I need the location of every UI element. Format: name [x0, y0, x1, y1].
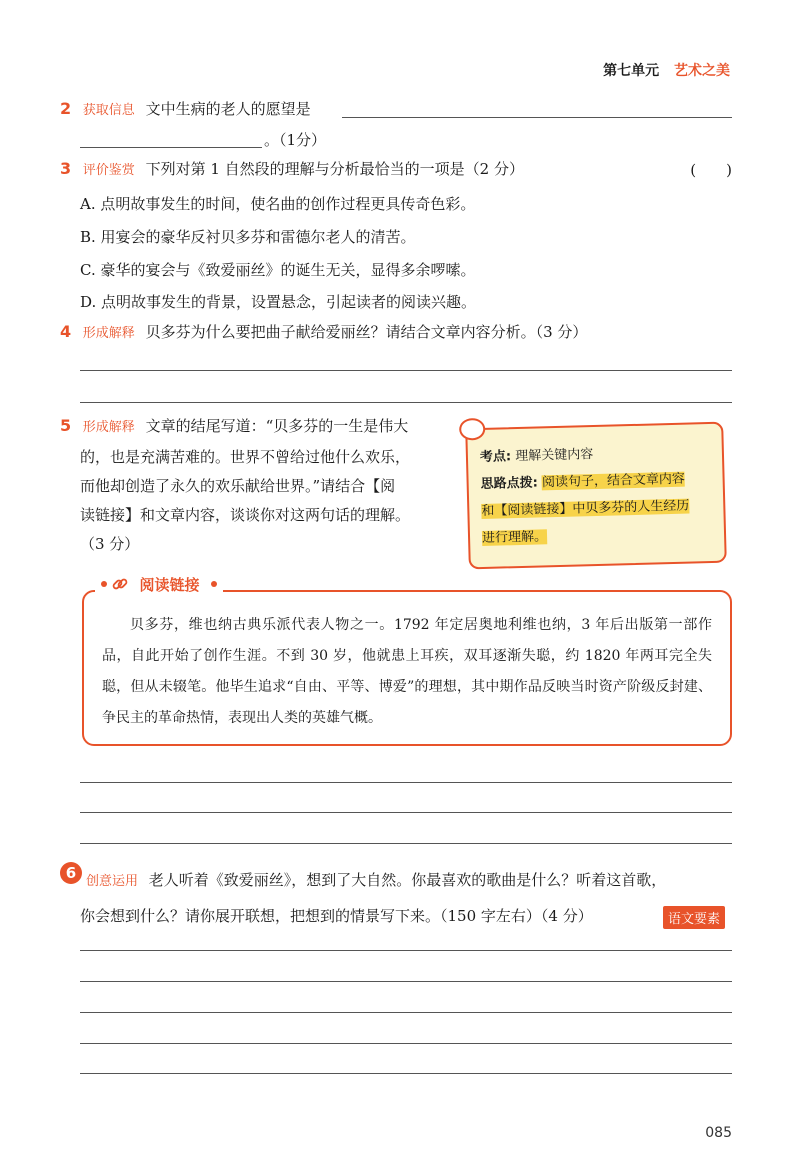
link-icon: [112, 576, 128, 592]
unit-theme: 艺术之美: [674, 63, 730, 79]
option-d[interactable]: D. 点明故事发生的背景，设置悬念，引起读者的阅读兴趣。: [80, 293, 477, 311]
page-header: [603, 60, 730, 80]
question-5-header: [60, 416, 408, 438]
question-text-line: 而他却创造了永久的欢乐献给世界。”请结合【阅: [80, 477, 396, 495]
question-6: [80, 863, 736, 933]
answer-line[interactable]: [80, 981, 732, 982]
answer-line[interactable]: [342, 117, 732, 118]
answer-line[interactable]: [80, 1043, 732, 1044]
answer-paren[interactable]: ( ): [690, 161, 732, 179]
answer-line[interactable]: [80, 1012, 732, 1013]
question-text-line: 文章的结尾写道：“贝多芬的一生是伟大: [145, 417, 409, 435]
question-2-tail: 。（1分）: [264, 131, 327, 149]
silu-row: [482, 519, 715, 552]
question-number: 2: [60, 99, 72, 118]
hint-card: [465, 422, 727, 570]
dot-icon: [211, 581, 217, 587]
question-text-line: （3 分）: [80, 535, 140, 553]
question-2: [60, 99, 311, 121]
answer-line[interactable]: [80, 147, 262, 148]
answer-line[interactable]: [80, 402, 732, 403]
question-text-line: 你会想到什么？请你展开联想，把想到的情景写下来。（150 字左右）（4 分）: [80, 907, 593, 925]
question-number: 5: [60, 416, 72, 435]
answer-line[interactable]: [80, 1073, 732, 1074]
question-text: 文中生病的老人的愿望是: [145, 100, 311, 118]
answer-line[interactable]: [80, 950, 732, 951]
question-text-line: 读链接】和文章内容，谈谈你对这两句话的理解。: [80, 506, 411, 524]
silu-text: 和【阅读链接】中贝多芬的人生经历: [481, 498, 690, 520]
question-text-line: 的，也是充满苦难的。世界不曾给过他什么欢乐，: [80, 448, 411, 466]
question-6-flame-number: 6: [60, 862, 82, 884]
reading-link-text: 贝多芬，维也纳古典乐派代表人物之一。1792 年定居奥地利维也纳，3 年后出版第一部作品，自此开始了创作生涯。不到 30 岁，他就患上耳疾，双耳逐渐失聪，约 1820 年两耳完全失聪，但从未辍笔。他毕生追求“自由、平等、博爱”的理想，其中期作品反映当时资产阶级反封建、争民主的革命热情，表现出人类的英雄气概。: [102, 617, 712, 726]
question-tag: 形成解释: [82, 420, 135, 435]
question-4: [60, 322, 587, 344]
dot-icon: [101, 581, 107, 587]
question-tag: 形成解释: [82, 326, 135, 341]
kaodian-text: 理解关键内容: [515, 447, 594, 465]
reading-link-title: [95, 574, 223, 595]
option-b[interactable]: B. 用宴会的豪华反衬贝多芬和雷德尔老人的清苦。: [80, 228, 416, 246]
question-number: 3: [60, 159, 72, 178]
question-text: 贝多芬为什么要把曲子献给爱丽丝？请结合文章内容分析。（3 分）: [145, 323, 588, 341]
reading-link-box: [82, 590, 732, 746]
answer-line[interactable]: [80, 782, 732, 783]
question-text-line: 老人听着《致爱丽丝》，想到了大自然。你最喜欢的歌曲是什么？听着这首歌，: [148, 871, 667, 889]
silu-label: 思路点拨:: [480, 475, 539, 493]
silu-text: 阅读句子，结合文章内容: [541, 471, 686, 491]
unit-label: 第七单元: [603, 63, 660, 79]
answer-line[interactable]: [80, 370, 732, 371]
reading-link-label: 阅读链接: [139, 576, 200, 594]
page-number: 085: [705, 1125, 732, 1141]
question-tag: 创意运用: [86, 874, 139, 889]
question-tag: 评价鉴赏: [82, 163, 135, 178]
question-3: [60, 159, 524, 181]
question-tag: 获取信息: [82, 103, 135, 118]
question-text: 下列对第 1 自然段的理解与分析最恰当的一项是（2 分）: [145, 160, 524, 178]
option-a[interactable]: A. 点明故事发生的时间，使名曲的创作过程更具传奇色彩。: [80, 195, 476, 213]
question-number: 4: [60, 322, 72, 341]
question-5-body: [80, 443, 470, 559]
silu-text: 进行理解。: [481, 529, 548, 546]
answer-line[interactable]: [80, 843, 732, 844]
kaodian-label: 考点:: [479, 449, 512, 466]
answer-line[interactable]: [80, 812, 732, 813]
option-c[interactable]: C. 豪华的宴会与《致爱丽丝》的诞生无关，显得多余啰嗦。: [80, 261, 476, 279]
language-element-badge: 语文要素: [663, 906, 725, 929]
